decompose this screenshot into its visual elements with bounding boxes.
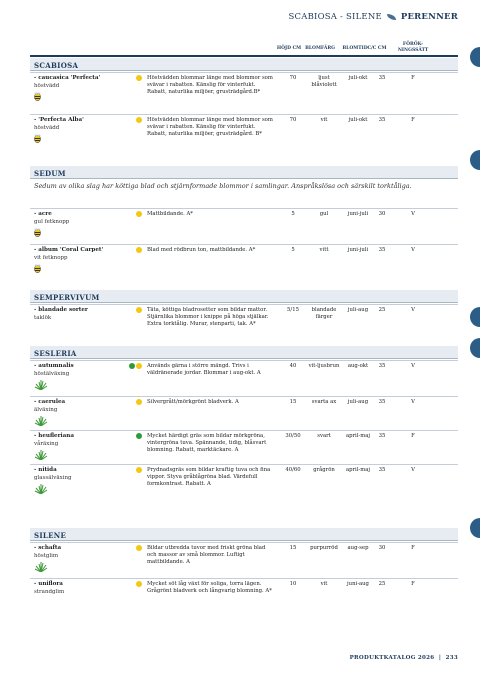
col-flower-color: BLOMFÄRG xyxy=(305,46,335,51)
sun-exposure xyxy=(122,581,142,587)
sun-icon xyxy=(136,247,142,253)
col-propagation: FÖRÖK- NINGSSÄTT xyxy=(397,42,429,53)
plant-common-name: gul fetknopp xyxy=(34,219,70,225)
plant-description: Höstvädden blommar länge med blommor som svävar i rabatten. Känslig för vinterfukt. Rabatt, naturlika miljöer, grusträdgård.B* xyxy=(147,75,273,95)
header-category: PERENNER xyxy=(400,12,458,22)
height-value: 40/60 xyxy=(285,467,301,473)
side-tab-marker xyxy=(470,307,480,327)
plant-common-name: höstälväxing xyxy=(34,371,70,377)
propagation-value: V xyxy=(411,467,415,473)
plant-name: - uniflora xyxy=(34,581,63,587)
bloom-time: juni-juli xyxy=(347,247,369,253)
spacing-value: 25 xyxy=(378,581,386,587)
plant-common-name: taklök xyxy=(34,315,52,321)
height-value: 5 xyxy=(291,211,295,217)
table-row xyxy=(30,360,458,396)
page-footer: PRODUKTKATALOG 2026 | 233 xyxy=(349,655,458,661)
flower-color: vit xyxy=(320,581,328,587)
bloom-time: juni-aug xyxy=(347,581,369,587)
bloom-time: juli-okt xyxy=(348,75,368,81)
propagation-value: F xyxy=(411,75,415,81)
spacing-value: 35 xyxy=(378,363,386,369)
grass-icon xyxy=(34,484,48,494)
bee-icon xyxy=(34,92,41,101)
spacing-value: 35 xyxy=(378,75,386,81)
side-tab-marker xyxy=(470,47,480,67)
section-title: SCABIOSA xyxy=(30,58,458,71)
propagation-value: F xyxy=(411,433,415,439)
flower-color: vitt xyxy=(319,247,329,253)
sun-exposure xyxy=(122,467,142,473)
propagation-value: V xyxy=(411,307,415,313)
shade-icon xyxy=(136,433,142,439)
spacing-value: 30 xyxy=(378,545,386,551)
sun-icon xyxy=(136,581,142,587)
section-description: Sedum av olika slag har köttiga blad och stjärnformade blommor i samlingar. Anspråkslösa och särskilt torktåliga. xyxy=(34,182,412,190)
spacing-value: 25 xyxy=(378,307,386,313)
flower-color: svarta ax xyxy=(311,399,337,405)
section-sempervivum xyxy=(30,290,458,340)
sun-icon xyxy=(136,307,142,313)
flower-color: purpurröd xyxy=(310,545,338,551)
height-value: 70 xyxy=(289,75,297,81)
sun-exposure xyxy=(122,117,142,123)
plant-description: Silvergrått/mörkgrönt bladverk. A xyxy=(147,399,239,405)
bloom-time: aug-okt xyxy=(347,363,369,369)
plant-description: Blad med rödbrun ton, mattbildande. A* xyxy=(147,247,256,253)
section-sedum xyxy=(30,166,458,284)
sun-icon xyxy=(136,399,142,405)
bee-icon xyxy=(34,134,41,143)
grass-icon xyxy=(34,380,48,390)
table-row xyxy=(30,244,458,280)
bloom-time: juni-juli xyxy=(347,211,369,217)
height-value: 70 xyxy=(289,117,297,123)
spacing-value: 35 xyxy=(378,117,386,123)
spacing-value: 35 xyxy=(378,399,386,405)
height-value: 30/50 xyxy=(285,433,301,439)
plant-common-name: strandglim xyxy=(34,589,65,595)
header-families: SCABIOSA - SILENE xyxy=(288,12,382,22)
plant-name: - acre xyxy=(34,211,52,217)
table-row xyxy=(30,578,458,614)
spacing-value: 35 xyxy=(378,467,386,473)
col-spacing: C/C CM xyxy=(367,46,387,51)
flower-color: blandade färger xyxy=(311,307,337,320)
plant-name: - nitida xyxy=(34,467,57,473)
plant-description: Höstvädden blommar länge med blommor som svävar i rabatten. Känslig för vinterfukt. Rabatt, naturlika miljöer, grusträdgård. B* xyxy=(147,117,273,137)
table-row xyxy=(30,114,458,156)
shade-icon xyxy=(129,363,135,369)
sun-icon xyxy=(136,211,142,217)
plant-common-name: höstvädd xyxy=(34,125,60,131)
sun-icon xyxy=(136,545,142,551)
flower-color: vit xyxy=(320,117,328,123)
grass-icon xyxy=(34,450,48,460)
sun-exposure xyxy=(122,75,142,81)
flower-color: grågrön xyxy=(313,467,335,473)
column-headers xyxy=(0,38,480,52)
sun-exposure xyxy=(122,247,142,253)
plant-common-name: älväxing xyxy=(34,407,58,413)
plant-name: - blandade sorter xyxy=(34,307,88,313)
propagation-value: F xyxy=(411,581,415,587)
page-number: 233 xyxy=(445,655,458,661)
plant-common-name: höstvädd xyxy=(34,83,60,89)
plant-name: - 'Perfecta Alba' xyxy=(34,117,84,123)
sun-icon xyxy=(136,363,142,369)
bloom-time: april-maj xyxy=(345,467,371,473)
sun-exposure xyxy=(122,211,142,217)
plant-name: - album 'Coral Carpet' xyxy=(34,247,104,253)
divider xyxy=(30,55,458,57)
propagation-value: V xyxy=(411,363,415,369)
side-tab-marker xyxy=(470,150,480,170)
sun-exposure xyxy=(122,399,142,405)
section-title: SESLERIA xyxy=(30,346,458,359)
height-value: 5 xyxy=(291,247,295,253)
height-value: 15 xyxy=(289,399,297,405)
plant-common-name: vit fetknopp xyxy=(34,255,68,261)
bloom-time: juli-aug xyxy=(347,307,369,313)
propagation-value: F xyxy=(411,117,415,123)
plant-common-name: våräxing xyxy=(34,441,59,447)
plant-description: Mycket söt låg växt för soliga, torra lägen. Grågrönt bladverk och långvarig blomning. A* xyxy=(147,581,272,594)
bloom-time: juli-aug xyxy=(347,399,369,405)
table-row xyxy=(30,542,458,578)
side-tab-marker xyxy=(470,518,480,538)
spacing-value: 30 xyxy=(378,211,386,217)
grass-icon xyxy=(34,416,48,426)
sun-icon xyxy=(136,467,142,473)
plant-description: Används gärna i större mängd. Trivs i väldränerade jordar. Blommar i aug-okt. A xyxy=(147,363,261,376)
flower-color: svart xyxy=(317,433,331,439)
section-title: SEMPERVIVUM xyxy=(30,290,458,303)
sun-exposure xyxy=(122,363,142,369)
section-silene xyxy=(30,528,458,638)
plant-name: - schafta xyxy=(34,545,62,551)
plant-name: - heufleriana xyxy=(34,433,74,439)
flower-color: ljust blåviolett xyxy=(311,75,337,88)
plant-common-name: höstglim xyxy=(34,553,59,559)
flower-color: vit-ljusbrun xyxy=(308,363,340,369)
plant-name: - caerulea xyxy=(34,399,66,405)
propagation-value: F xyxy=(411,545,415,551)
grass-icon xyxy=(34,562,48,572)
section-title: SEDUM xyxy=(30,166,458,179)
plant-name: - autumnalis xyxy=(34,363,74,369)
flower-color: gul xyxy=(319,211,329,217)
bloom-time: april-maj xyxy=(345,433,371,439)
height-value: 5/15 xyxy=(287,307,299,313)
sun-exposure xyxy=(122,433,142,439)
sun-exposure xyxy=(122,545,142,551)
propagation-value: V xyxy=(411,211,415,217)
footer-text: PRODUKTKATALOG 2026 xyxy=(349,655,435,661)
table-row xyxy=(30,464,458,504)
table-row xyxy=(30,430,458,464)
plant-description: Täta, köttiga bladrosetter som bildar mattor. Stjärnlika blommor i knippe på höga stjälkar. Extra torktålig. Murar, stenparti, tak. A* xyxy=(147,307,269,327)
bee-icon xyxy=(34,228,41,237)
height-value: 15 xyxy=(289,545,297,551)
section-sesleria xyxy=(30,346,458,522)
propagation-value: V xyxy=(411,399,415,405)
plant-description: Mycket härdigt gräs som bildar mörkgröna, vintergröna tuva. Spännande, tidig, blåsvart blomning. Rabatt, marktäckare. A xyxy=(147,433,267,453)
table-row xyxy=(30,72,458,114)
table-row xyxy=(30,304,458,338)
leaf-icon xyxy=(387,14,396,20)
table-row xyxy=(30,396,458,430)
table-row xyxy=(30,208,458,244)
bee-icon xyxy=(34,264,41,273)
col-height: HÖJD CM xyxy=(276,46,302,51)
plant-common-name: glassälväxing xyxy=(34,475,72,481)
col-bloom-time: BLOMTID xyxy=(342,46,368,51)
page-header xyxy=(289,12,458,22)
bloom-time: aug-sep xyxy=(347,545,369,551)
height-value: 40 xyxy=(289,363,297,369)
bloom-time: juli-okt xyxy=(348,117,368,123)
sun-icon xyxy=(136,75,142,81)
plant-description: Prydnadsgräs som bildar kraftig tuva och fina vippor. Styva gråblågröna blad. Värdefull formkontrast. Rabatt. A xyxy=(147,467,271,487)
height-value: 10 xyxy=(289,581,297,587)
side-tab-marker xyxy=(470,338,480,358)
sun-icon xyxy=(136,117,142,123)
plant-name: - caucasica 'Perfecta' xyxy=(34,75,101,81)
spacing-value: 35 xyxy=(378,247,386,253)
plant-description: Mattbildande. A* xyxy=(147,211,193,217)
sun-exposure xyxy=(122,307,142,313)
section-scabiosa xyxy=(30,58,458,158)
plant-description: Bildar utbredda tuvor med friskt gröna blad och massor av små blommor. Luftigt mattbildande. A xyxy=(147,545,266,565)
spacing-value: 35 xyxy=(378,433,386,439)
section-title: SILENE xyxy=(30,528,458,541)
propagation-value: V xyxy=(411,247,415,253)
